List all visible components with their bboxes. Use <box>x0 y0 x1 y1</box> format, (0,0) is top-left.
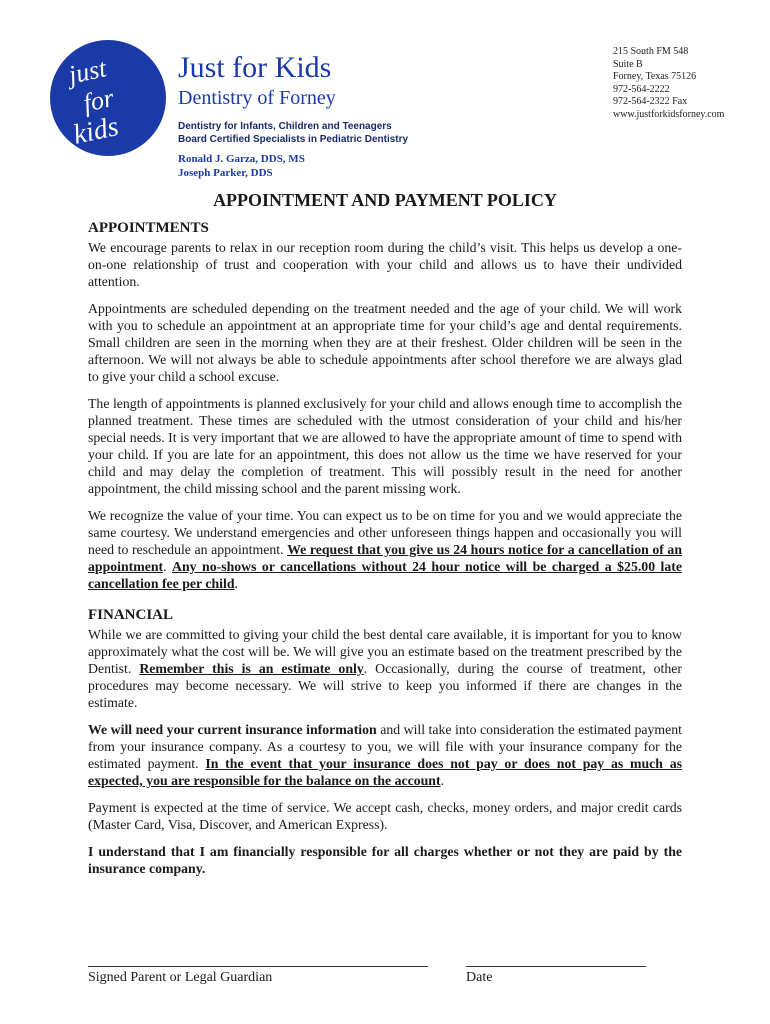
address-city: Forney, Texas 75126 <box>613 71 697 82</box>
financial-acknowledgement: I understand that I am financially responsible for all charges whether or not they are paid by the insurance company. <box>88 844 682 876</box>
phone: 972-564-2222 <box>613 83 670 95</box>
policy-body <box>88 220 682 887</box>
logo-circle <box>48 38 168 158</box>
appointments-paragraph-1: We encourage parents to relax in our reception room during the child’s visit. This helps us develop a one-on-one relationship of trust and cooperation with your child and allows us to have their undivided attention. <box>88 240 682 289</box>
address-suite: Suite B <box>613 58 643 70</box>
document-title: APPOINTMENT AND PAYMENT POLICY <box>213 190 557 210</box>
tagline-2: Board Certified Specialists in Pediatric Dentistry <box>178 134 409 145</box>
financial-paragraph-3: Payment is expected at the time of service. We accept cash, checks, money orders, and major credit cards (Master Card, Visa, Discover, and American Express). <box>88 800 682 832</box>
fax: 972-564-2322 Fax <box>613 96 688 107</box>
website: www.justforkidsforney.com <box>613 108 725 120</box>
brand-subtitle: Dentistry of Forney <box>178 87 336 109</box>
logo-word-kids: kids <box>70 111 122 151</box>
doctor-name: Ronald J. Garza, DDS, MS <box>178 153 305 165</box>
financial-heading: FINANCIAL <box>88 607 174 623</box>
signature-area <box>88 958 688 998</box>
appointments-paragraph-3: The length of appointments is planned exclusively for your child and allows enough time to accomplish the planned treatment. These times are scheduled with the utmost consideration of your child and his/her special needs. It is very important that we are allowed to have the appropriate amount of time to spend with your child. If you are late for an appointment, this does not allow us the time we have reserved for your child and may delay the completion of treatment. This will possibly result in the need for another appointment, the child missing school and the parent missing work. <box>88 396 682 496</box>
cancellation-notice: We request that you give us 24 hours notice for a cancellation of an appointment <box>88 542 682 574</box>
brand-title: Just for Kids <box>178 51 332 84</box>
date-label: Date <box>466 970 493 985</box>
estimate-notice: Remember this is an estimate only <box>139 661 364 676</box>
tagline-1: Dentistry for Infants, Children and Teenagers <box>178 121 392 132</box>
logo-word-for: for <box>80 83 117 118</box>
logo-word-just: just <box>66 53 109 90</box>
contact-block <box>613 46 724 121</box>
balance-responsibility-notice: In the event that your insurance does not pay or does not pay as much as expected, you are responsible for the balance on the account <box>88 756 682 788</box>
financial-paragraph-2: We will need your current insurance information and will take into consideration the estimated payment from your insurance company. As a courtesy to you, we will file with your insurance company for the estimated payment. In the event that your insurance does not pay or does not pay as much as expected, you are responsible for the balance on the account. <box>88 722 683 788</box>
parent-signature-line[interactable] <box>88 966 428 967</box>
financial-paragraph-1: While we are committed to giving your child the best dental care available, it is important for you to know approximately what the cost will be. We will give you an estimate based on the treatment prescribed by the Dentist. Remember this is an estimate only. Occasionally, during the course of treatment, other procedures may become necessary. We will strive to keep you informed if there are changes in the estimate. <box>88 627 682 710</box>
late-fee-notice: Any no-shows or cancellations without 24 hour notice will be charged a $25.00 late cancellation fee per child <box>88 559 682 591</box>
doctor-name: Joseph Parker, DDS <box>178 167 273 179</box>
insurance-info-notice: We will need your current insurance information <box>88 722 377 737</box>
parent-signature-label: Signed Parent or Legal Guardian <box>88 970 273 985</box>
date-signature-line[interactable] <box>466 966 646 967</box>
appointments-paragraph-4: We recognize the value of your time. You can expect us to be on time for you and we would appreciate the same courtesy. We understand emergencies and other unforeseen things happen and occasionally you will need to reschedule an appointment. We request that you give us 24 hours notice for a cancellation of an appointment. Any no-shows or cancellations without 24 hour notice will be charged a $25.00 late cancellation fee per child. <box>88 508 682 591</box>
doctors-list <box>178 152 305 180</box>
logo <box>48 38 168 158</box>
appointments-paragraph-2: Appointments are scheduled depending on the treatment needed and the age of your child. We will work with you to schedule an appointment at an appropriate time for your child’s age and dental requirements. Small children are seen in the morning when they are at their freshest. Older children will be seen in the afternoon. We will not always be able to schedule appointments after school therefore we are always glad to give your child a school excuse. <box>88 301 682 384</box>
appointments-heading: APPOINTMENTS <box>88 220 209 236</box>
address-street: 215 South FM 548 <box>613 46 689 57</box>
brand-block <box>178 52 408 146</box>
